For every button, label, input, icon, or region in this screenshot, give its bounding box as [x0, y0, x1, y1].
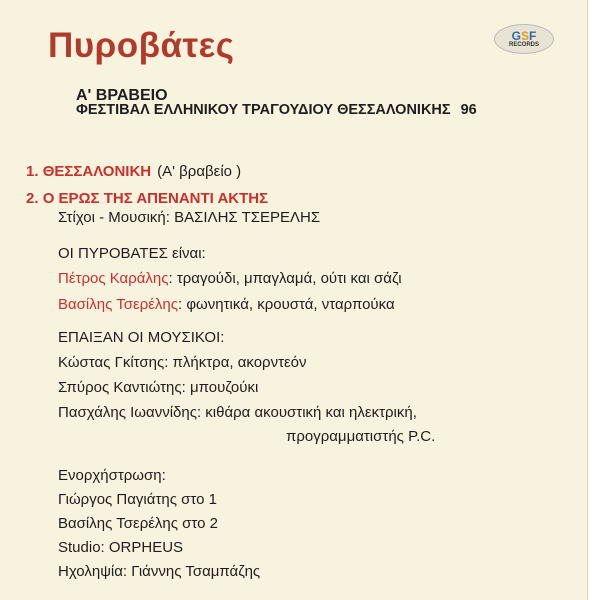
band-member-2: Βασίλης Τσερέλης: φωνητικά, κρουστά, νταρπούκα: [58, 296, 395, 313]
track-1-title: ΘΕΣΣΑΛΟΝΙΚΗ: [42, 163, 152, 180]
band-heading: ΟΙ ΠΥΡΟΒΑΤΕΣ είναι:: [58, 245, 206, 262]
orchestration-1: Γιώργος Παγιάτης στο 1: [58, 491, 217, 508]
musician-3-continued: προγραμματιστής P.C.: [286, 428, 436, 445]
studio-line: Studio: ORPHEUS: [58, 539, 184, 556]
musician-2: Σπύρος Καντιώτης: μπουζούκι: [58, 379, 259, 396]
album-title: Πυροβάτες: [48, 26, 235, 65]
award-label: Α' ΒΡΑΒΕΙΟ: [76, 87, 168, 104]
track-2-title: Ο ΕΡΩΣ ΤΗΣ ΑΠΕΝΑΝΤΙ ΑΚΤΗΣ: [42, 190, 269, 207]
page-edge: [588, 0, 600, 600]
track-2: 2. Ο ΕΡΩΣ ΤΗΣ ΑΠΕΝΑΝΤΙ ΑΚΤΗΣ: [26, 190, 269, 207]
gsf-records-logo: [494, 24, 554, 54]
logo-letters: GSF: [511, 28, 537, 43]
orchestration-2: Βασίλης Τσερέλης στο 2: [58, 515, 218, 532]
orchestration-heading: Ενορχήστρωση:: [58, 467, 166, 484]
festival-line: ΦΕΣΤΙΒΑΛ ΕΛΛΗΝΙΚΟΥ ΤΡΑΓΟΥΔΙΟΥ ΘΕΣΣΑΛΟΝΙΚΗΣ 96: [76, 102, 477, 118]
sound-engineer-line: Ηχοληψία: Γιάννης Τσαμπάζης: [58, 563, 261, 580]
musician-1: Κώστας Γκίτσης: πλήκτρα, ακορντεόν: [58, 354, 307, 371]
musician-3: Πασχάλης Ιωαννίδης: κιθάρα ακουστική και ηλεκτρική,: [58, 404, 417, 421]
band-member-1: Πέτρος Καράλης: τραγούδι, μπαγλαμά, ούτι και σάζι: [58, 270, 402, 287]
musicians-heading: ΕΠΑΙΞΑΝ ΟΙ ΜΟΥΣΙΚΟΙ:: [58, 329, 225, 346]
logo-records-text: RECORDS: [508, 41, 539, 48]
track-1: 1. ΘΕΣΣΑΛΟΝΙΚΗ (Α' βραβείο ): [26, 163, 242, 180]
lyrics-music-credit: Στίχοι - Μουσική: ΒΑΣΙΛΗΣ ΤΣΕΡΕΛΗΣ: [58, 209, 321, 226]
